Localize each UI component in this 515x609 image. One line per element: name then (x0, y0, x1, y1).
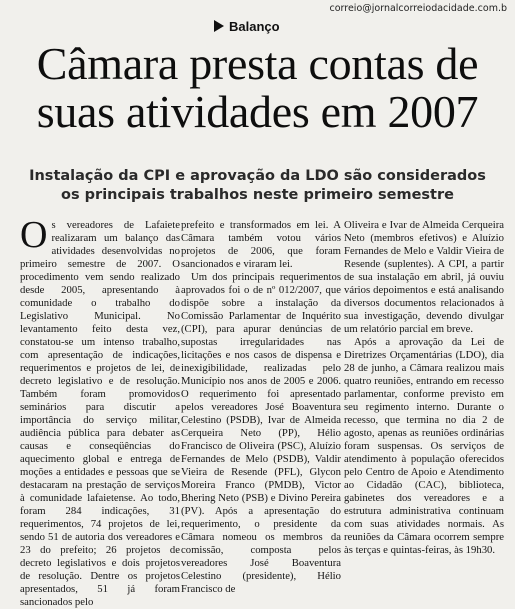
col3-paragraph-1: Oliveira e Ivar de Almeida Cerqueira Neto (membros efetivos) e Aluízio Fernandes de Melo e Valdir Vieira de Resende (suplentes). A CPI, a partir de sua instalação em abril, já ouviu vários depoimentos e está analisando diversos documentos relacionados à sua investigação, devendo divulgar um relatório parcial em breve. (344, 219, 504, 335)
article-column-3 (344, 219, 504, 557)
subtitle (0, 167, 515, 205)
col3-paragraph-2: Após a aprovação da Lei de Diretrizes Orçamentárias (LDO), dia 28 de junho, a Câmara realizou mais quatro reuniões, entrando em recesso parlamentar, conforme previsto em seu regimento interno. Durante o recesso, que termina no dia 2 de agosto, apenas as reuniões ordinárias foram suspensas. Os serviços de atendimento à população oferecidos pelo Centro de Apoio e Atendimento ao Cidadão (CAC), biblioteca, gabinetes dos vereadores e a estrutura administrativa continuam com suas atividades normais. As reuniões da Câmara ocorrem sempre às terças e quintas-feiras, às 19h30. (344, 336, 504, 556)
col2-paragraph-1: prefeito e transformados em lei. A Câmara também votou vários projetos de 2006, que foram sancionados e viraram lei. (181, 219, 341, 270)
article-column-2 (181, 219, 341, 596)
triangle-arrow-icon (214, 20, 224, 32)
col2-paragraph-2: Um dos principais requerimentos aprovados foi o de nº 012/2007, que dispõe sobre a instalação da Comissão Parlamentar de Inquérito (CPI), para apurar denúncias de supostas irregularidades nas licitações e nos casos de dispensa e inexigibilidade, realizadas pelo Município nos anos de 2005 e 2006. O requerimento foi apresentado pelos vereadores José Boaventura Celestino (PSDB), Ivar de Almeida Cerqueira Neto (PP), Hélio Francisco de Oliveira (PSC), Aluízio Fernandes de Melo (PSDB), Valdir Vieira de Resende (PFL), Glycon Moreira Franco (PMDB), Victor Bhering Neto (PSB) e Divino Pereira (PV). Após a apresentação do requerimento, o presidente da Câmara nomeou os membros da comissão, composta pelos vereadores José Boaventura Celestino (presidente), Hélio Francisco de (181, 271, 341, 595)
subtitle-line-1: Instalação da CPI e aprovação da LDO são considerados (29, 168, 486, 184)
headline-line-2: suas atividades em 2007 (36, 86, 479, 137)
section-label (214, 19, 280, 34)
drop-cap: O (20, 214, 48, 256)
section-label-text: Balanço (229, 19, 280, 34)
subtitle-line-2: os principais trabalhos neste primeiro semestre (61, 187, 454, 203)
newspaper-email: correio@jornalcorreiodacidade.com.b (329, 3, 507, 14)
col1-paragraph-1: s vereadores de Lafaiete realizaram um balanço das atividades desenvolvidas no primeiro semestre de 2007. O procedimento vem sendo realizado desde 2005, apresentando à comunidade o trabalho do Legislativo Municipal. No levantamento feito desta vez, constatou-se um intenso trabalho, com apresentação de indicações, requerimentos e projetos de lei, de decreto legislativo e de resolução. Também foram promovidos seminários para discutir a importância do serviço militar, audiência pública para debater as causas e conseqüências do aquecimento global e entrega de moções a entidades e pessoas que se destacaram na prestação de serviços à comunidade lafaietense. Ao todo, foram 284 indicações, 31 requerimentos, 74 projetos de lei, sendo 51 de autoria dos vereadores e 23 do prefeito; 26 projetos de decreto legislativos e dois projetos de resolução. Dentre os projetos apresentados, 51 já foram sancionados pelo (20, 219, 180, 608)
article-column-1 (20, 214, 180, 609)
headline-line-1: Câmara presta contas de (36, 38, 479, 89)
headline (0, 40, 515, 136)
